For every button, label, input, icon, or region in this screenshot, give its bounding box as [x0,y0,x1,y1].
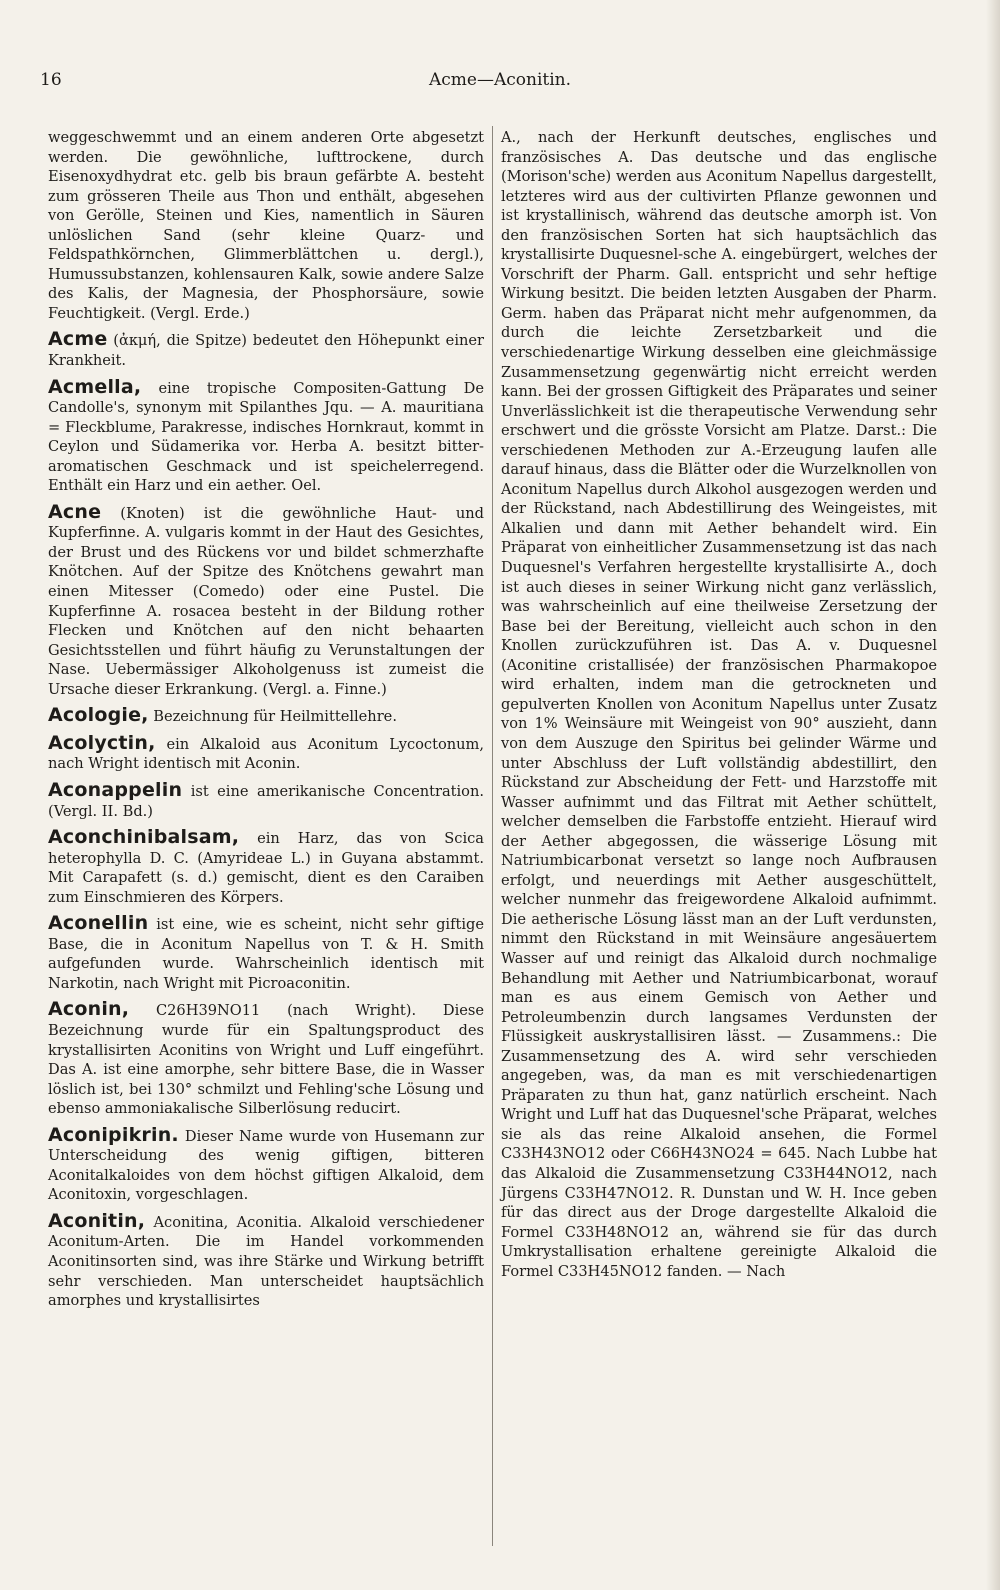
entry-text: ist eine, wie es scheint, nicht sehr giftige Base, die in Aconitum Napellus von T. & H. Smith aufgefunden wurde. Wahrscheinlich identisch mit Narkotin, nach Wright mit Picroaconitin. [48,916,484,992]
entry-acologie [48,706,484,727]
headword: Acmella, [48,375,142,398]
entry-text: ein Alkaloid aus Aconitum Lycoctonum, nach Wright identisch mit Aconin. [48,735,485,773]
entry-aconellin [48,914,484,993]
entry-acolyctin [48,731,485,774]
entry-aconitin-continuation [501,128,937,1281]
entry-aconipikrin [48,1123,484,1205]
entry-acme [48,330,484,370]
column-divider [492,126,493,1546]
entry-aconchinibalsam [48,828,484,907]
headword: Aconellin [48,912,149,935]
headword: Acne [48,500,102,523]
page-header [40,70,960,94]
entry-text: ist eine amerikanische Concentration. (Vergl. II. Bd.) [48,782,484,820]
entry-text: (Knoten) ist die gewöhnliche Haut- und Kupferfinne. A. vulgaris kommt in der Haut des Gesichtes, der Brust und des Rückens vor und bildet schmerzhafte Knötchen. Auf der Spitze des Knötchens gewahrt man einen Mitesser (Comedo) oder eine Pustel. Die Kupferfinne A. rosacea besteht in der Bildung rother Flecken und Knötchen auf den nicht behaarten Gesichtsstellen und führt häufig zu Verunstaltungen der Nase. Uebermässiger Alkoholgenuss ist zumeist die Ursache dieser Erkrankung. (Vergl. a. Finne.) [48,504,484,698]
headword: Acme [48,328,108,351]
entry-text: eine tropische Compositen-Gattung De Candolle's, synonym mit Spilanthes Jqu. — A. mauritiana = Fleckblume, Parakresse, indisches Hornkraut, kommt in Ceylon und Südamerika vor. Herba A. besitzt bitter-aromatischen Geschmack und ist speichelerregend. Enthält ein Harz und ein aether. Oel. [48,379,484,495]
headword: Aconin, [48,998,130,1021]
entry-aconitin [48,1209,484,1311]
page-number: 16 [40,70,62,90]
entry-text: C26H39NO11 (nach Wright). Diese Bezeichnung wurde für ein Spaltungsproduct des krystallisirten Aconitins von Wright und Luff eingeführt. Das A. ist eine amorphe, sehr bittere Base, die in Wasser löslich ist, bei 130° schmilzt und Fehling'sche Lösung und ebenso ammoniakalische Silberlösung reducirt. [48,1002,484,1118]
headword: Acologie, [48,704,149,727]
entry-text: weggeschwemmt und an einem anderen Orte abgesetzt werden. Die gewöhnliche, lufttrockene, durch Eisenoxydhydrat etc. gelb bis braun gefärbte A. besteht zum grösseren Theile aus Thon und enthält, abgesehen von Gerölle, Steinen und Kies, namentlich in Säuren unlöslichen Sand (sehr kleine Quarz- und Feldspathkörnchen, Glimmerblättchen u. dergl.), Humussubstanzen, kohlensauren Kalk, sowie andere Salze des Kalis, der Magnesia, der Phosphorsäure, sowie Feuchtigkeit. (Vergl. Erde.) [48,129,484,322]
entry-acmella [48,375,484,496]
left-column [48,128,484,1318]
entry-text: Dieser Name wurde von Husemann zur Unterscheidung des wenig giftigen, bitteren Aconitalkaloides von dem höchst giftigen Alkaloid, dem Aconitoxin, vorgeschlagen. [48,1127,484,1204]
entry-text: ein Harz, das von Scica heterophylla D. C. (Amyrideae L.) in Guyana abstammt. Mit Carapafett (s. d.) gemischt, dient es den Caraiben zum Einschmieren des Körpers. [48,830,485,906]
entry-text: Aconitina, Aconitia. Alkaloid verschiedener Aconitum-Arten. Die im Handel vorkommenden Aconitinsorten sind, was ihre Stärke und Wirkung betrifft sehr verschieden. Man unterscheidet hauptsächlich amorphes und krystallisirtes [48,1213,484,1310]
entry-erde-continuation [48,128,484,323]
headword: Acolyctin, [48,731,156,754]
running-title: Acme—Aconitin. [428,70,572,90]
entry-text: Bezeichnung für Heilmittellehre. [153,708,397,726]
entry-aconappelin [48,778,484,821]
entry-text: (ἀκμή, die Spitze) bedeutet den Höhepunkt einer Krankheit. [48,332,485,370]
entry-aconin [48,1000,484,1118]
headword: Aconipikrin. [48,1123,179,1146]
entry-text: A., nach der Herkunft deutsches, englisches und französisches A. Das deutsche und das englische (Morison'sche) werden aus Aconitum Napellus dargestellt, letzteres wird aus der cultivirten Pflanze gewonnen und ist krystallinisch, während das deutsche amorph ist. Von den französischen Sorten hat sich hauptsächlich das krystallisirte Duquesnel-sche A. eingebürgert, welches der Vorschrift der Pharm. Gall. entspricht und sehr heftige Wirkung besitzt. Die beiden letzten Ausgaben der Pharm. Germ. haben das Präparat nicht mehr aufgenommen, da durch die leichte Zersetzbarkeit und die verschiedenartige Wirkung desselben eine gleichmässige Zusammensetzung gegenwärtig nicht erreicht werden kann. Bei der grossen Giftigkeit des Präparates und seiner Unverlässlichkeit ist die therapeutische Verwendung sehr erschwert und die grösste Vorsicht am Platze. Darst.: Die verschiedenen Methoden zur A.-Erzeugung laufen alle darauf hinaus, dass die Blätter oder die Wurzelknollen von Aconitum Napellus durch Alkohol ausgezogen werden und der Rückstand, nach Abdestillirung des Weingeistes, mit Alkalien und dann mit Aether behandelt wird. Ein Präparat von einheitlicher Zusammensetzung ist das nach Duquesnel's Verfahren hergestellte krystallisirte A., doch ist auch dieses in seiner Wirkung nicht ganz verlässlich, was wahrscheinlich auf eine theilweise Zersetzung der Base bei der Bereitung, vielleicht auch schon in den Knollen zurückzuführen ist. Das A. v. Duquesnel (Aconitine cristallisée) der französischen Pharmakopoe wird erhalten, indem man die getrockneten und gepulverten Knollen von Aconitum Napellus unter Zusatz von 1% Weinsäure mit Weingeist von 90° auszieht, dann von dem Auszuge den Spiritus bei gelinder Wärme und unter Abschluss der Luft vollständig abdestillirt, den Rückstand zur Abscheidung der Fett- und Harzstoffe mit Wasser aufnimmt und das Filtrat mit Aether schüttelt, welcher demselben die Farbstoffe entzieht. Hierauf wird der Aether abgegossen, die wässerige Lösung mit Natriumbicarbonat versetzt so lange noch Aufbrausen erfolgt, und neuerdings mit Aether ausgeschüttelt, welcher nunmehr das freigewordene Alkaloid aufnimmt. Die aetherische Lösung lässt man an der Luft verdunsten, nimmt den Rückstand in mit Weinsäure angesäuertem Wasser auf und reinigt das Alkaloid durch nochmalige Behandlung mit Aether und Natriumbicarbonat, worauf man es aus einem Gemisch von Aether und Petroleumbenzin durch langsames Verdunsten der Flüssigkeit auskrystallisiren lässt. — Zusammens.: Die Zusammensetzung des A. wird sehr verschieden angegeben, was, da man es mit verschiedenartigen Präparaten zu thun hat, ganz natürlich erscheint. Nach Wright und Luff hat das Duquesnel'sche Präparat, welches sie als das reine Alkaloid ansehen, die Formel C33H43NO12 oder C66H43NO24 = 645. Nach Lubbe hat das Alkaloid die Zusammensetzung C33H44NO12, nach Jürgens C33H47NO12. R. Dunstan und W. H. Ince geben für das direct aus der Droge dargestellte Alkaloid die Formel C33H48NO12 an, während sie für das durch Umkrystallisation erhaltene gereinigte Alkaloid die Formel C33H45NO12 fanden. — Nach [501,129,937,1280]
headword: Aconitin, [48,1209,146,1232]
entry-acne [48,500,484,699]
right-column [501,128,937,1281]
page-edge-shadow [986,0,1000,1590]
headword: Aconchinibalsam, [48,826,240,849]
headword: Aconappelin [48,778,183,801]
